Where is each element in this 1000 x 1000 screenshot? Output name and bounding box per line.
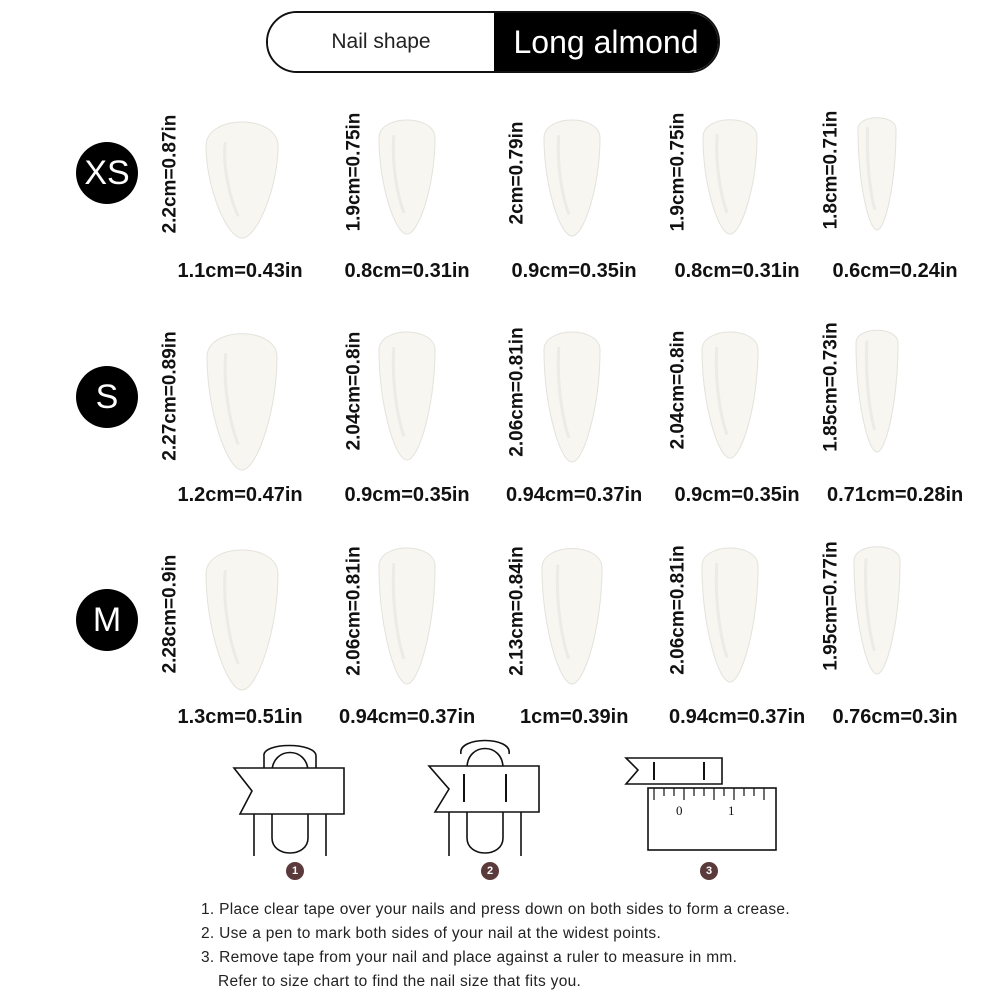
instructions [201,898,901,994]
nail-shape-header [266,11,720,73]
step-number-3: 3 [700,862,718,880]
nail-shape-icon [701,108,759,236]
nail-shape-icon [542,108,602,238]
nail-shape-icon [852,536,902,676]
ruler-tick-0: 0 [676,803,683,818]
nail-width-label: 0.71cm=0.28in [827,484,964,506]
nail-length-label: 2.06cm=0.81in [506,327,528,457]
nail-width-label: 0.8cm=0.31in [674,260,800,282]
nail-shape-value: Long almond [494,13,718,71]
nail-length-label: 2.04cm=0.8in [666,330,688,450]
nail-width-label: 1.2cm=0.47in [177,484,303,506]
ruler-measure-icon [620,752,782,854]
nail-length-label: 2.06cm=0.81in [667,545,689,675]
nail-shape-icon [540,536,604,686]
nail-length-label: 1.9cm=0.75in [666,112,688,232]
instruction-4: Refer to size chart to find the nail size that fits you. [218,973,582,990]
instruction-3: 3. Remove tape from your nail and place against a ruler to measure in mm. [201,949,738,966]
nail-length-label: 2cm=0.79in [506,121,527,225]
step-number-2: 2 [481,862,499,880]
nail-width-label: 0.9cm=0.35in [511,260,637,282]
nail-width-label: 0.94cm=0.37in [506,484,643,506]
nail-shape-icon [700,536,760,684]
size-badge-xs: XS [76,142,138,204]
marked-tape-icon [427,734,543,856]
nail-shape-icon [377,320,437,462]
nail-shape-icon [700,320,760,460]
size-badge-m: M [76,589,138,651]
nail-width-label: 0.6cm=0.24in [832,260,958,282]
nail-length-label: 2.04cm=0.8in [342,331,364,451]
nail-width-label: 0.76cm=0.3in [832,706,958,728]
instruction-2: 2. Use a pen to mark both sides of your nail at the widest points. [201,925,662,942]
nail-length-label: 1.95cm=0.77in [820,541,842,671]
nail-shape-icon [854,320,900,454]
nail-length-label: 1.8cm=0.71in [819,110,841,230]
nail-shape-icon [856,108,898,232]
nail-length-label: 2.2cm=0.87in [158,114,180,234]
ruler-tick-1: 1 [728,803,735,818]
tape-over-nail-icon [232,738,348,856]
nail-length-label: 1.9cm=0.75in [342,112,364,232]
step-number-1: 1 [286,862,304,880]
nail-width-label: 1.1cm=0.43in [177,260,303,282]
nail-width-label: 0.9cm=0.35in [674,484,800,506]
nail-length-label: 1.85cm=0.73in [820,322,842,452]
nail-shape-icon [377,536,437,686]
nail-length-label: 2.28cm=0.9in [158,554,180,674]
instruction-1: 1. Place clear tape over your nails and press down on both sides to form a crease. [201,901,790,918]
nail-width-label: 0.9cm=0.35in [344,484,470,506]
nail-length-label: 2.27cm=0.89in [159,331,181,461]
nail-shape-label: Nail shape [268,13,494,71]
nail-length-label: 2.06cm=0.81in [343,546,365,676]
nail-shape-icon [377,108,437,236]
nail-width-label: 1cm=0.39in [520,706,629,728]
nail-width-label: 0.8cm=0.31in [344,260,470,282]
size-badge-s: S [76,366,138,428]
nail-width-label: 1.3cm=0.51in [177,706,303,728]
nail-length-label: 2.13cm=0.84in [506,546,528,676]
nail-shape-icon [204,108,280,240]
nail-width-label: 0.94cm=0.37in [669,706,806,728]
nail-shape-icon [205,320,279,472]
nail-shape-icon [542,320,602,464]
nail-shape-icon [204,536,280,692]
nail-width-label: 0.94cm=0.37in [339,706,476,728]
